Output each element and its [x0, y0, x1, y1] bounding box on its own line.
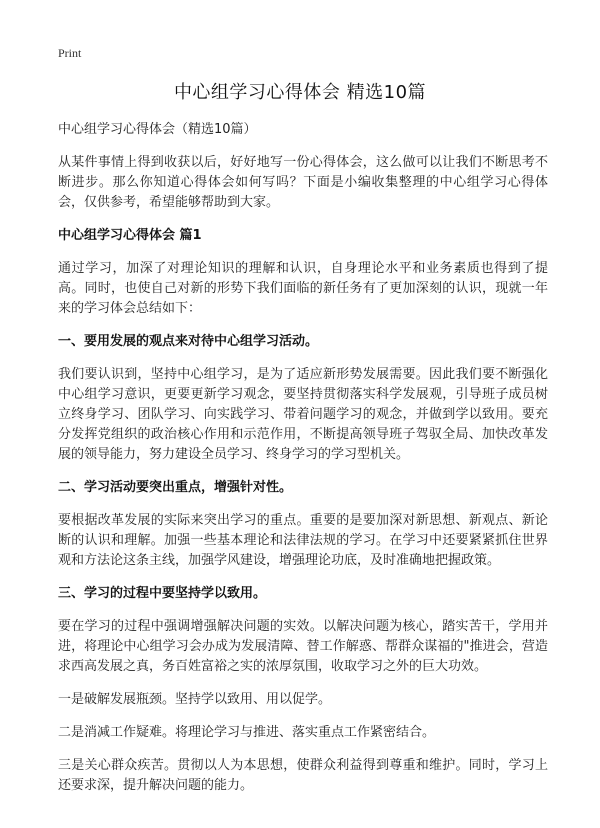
point-3-item-1: 一是破解发展瓶颈。坚持学以致用、用以促学。	[58, 692, 332, 707]
intro-paragraph: 从某件事情上得到收获以后，好好地写一份心得体会，这么做可以让我们不断思考不断进步。那么你知道心得体会如何写吗？下面是小编收集整理的中心组学习心得体会，仅供参考，希望能够帮助到大家。	[58, 155, 548, 210]
subtitle-paragraph: 中心组学习心得体会（精选10篇）	[58, 122, 257, 137]
point-3-item-2: 二是消减工作疑难。将理论学习与推进、落实重点工作紧密结合。	[58, 725, 436, 740]
point-1-paragraph: 我们要认识到，坚持中心组学习，是为了适应新形势发展需要。因此我们要不断强化中心组学习意识，更要更新学习观念，要坚持贯彻落实科学发展观，引导班子成员树立终身学习、团队学习、向实践学习、带着问题学习的观念，并做到学以致用。要充分发挥党组织的政治核心作用和示范作用，不断提高领导班子驾驭全局、加快改革发展的领导能力，努力建设全员学习、终身学习的学习型机关。	[58, 367, 548, 462]
document-body	[58, 120, 548, 809]
heading-point-3: 三、学习的过程中要坚持学以致用。	[58, 586, 267, 601]
print-link[interactable]: Print	[58, 46, 82, 60]
section-heading-part1: 中心组学习心得体会 篇1	[58, 228, 202, 243]
point-3-paragraph: 要在学习的过程中强调增强解决问题的实效。以解决问题为核心，踏实苦干，学用并进，将理论中心组学习会办成为发展清障、替工作解惑、帮群众谋福的"推进会，营造求西高发展之真，务百姓富裕之实的浓厚氛围，收取学习之外的巨大功效。	[58, 619, 548, 674]
heading-point-2: 二、学习活动要突出重点，增强针对性。	[58, 480, 293, 495]
part1-intro-paragraph: 通过学习，加深了对理论知识的理解和认识，自身理论水平和业务素质也得到了提高。同时，也使自己对新的形势下我们面临的新任务有了更加深刻的认识，现就一年来的学习体会总结如下：	[58, 261, 548, 316]
heading-point-1: 一、要用发展的观点来对待中心组学习活动。	[58, 334, 319, 349]
point-2-paragraph: 要根据改革发展的实际来突出学习的重点。重要的是要加深对新思想、新观点、新论断的认识和理解。加强一些基本理论和法律法规的学习。在学习中还要紧紧抓住世界观和方法论这条主线，加强学风建设，增强理论功底，及时准确地把握政策。	[58, 513, 548, 568]
page-title: 中心组学习心得体会 精选10篇	[173, 82, 427, 103]
point-3-item-3: 三是关心群众疾苦。贯彻以人为本思想，使群众利益得到尊重和维护。同时，学习上还要求深，提升解决问题的能力。	[58, 758, 548, 793]
